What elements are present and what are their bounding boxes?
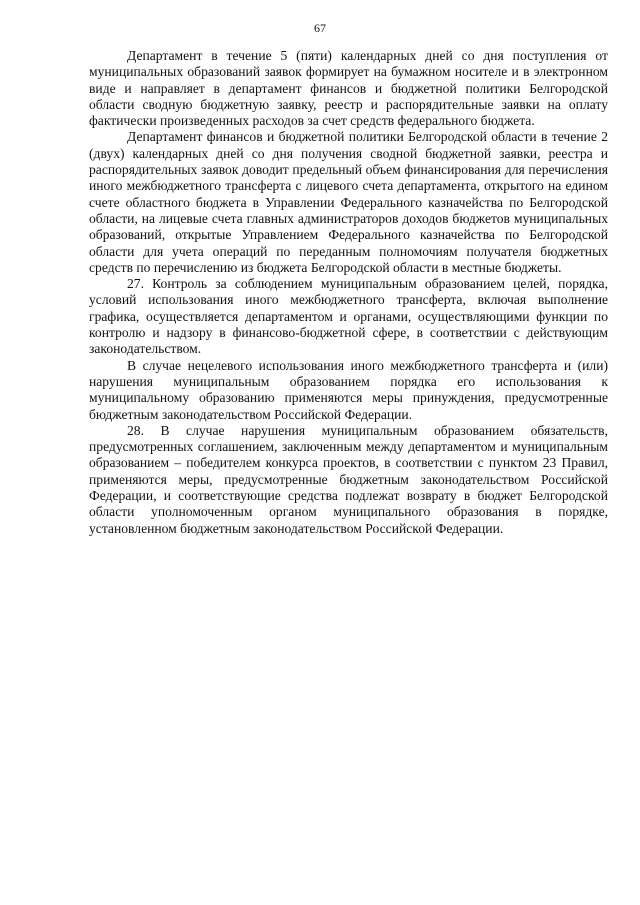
paragraph-finance-department-funding: Департамент финансов и бюджетной политики Белгородской области в течение 2 (двух) календарных дней со дня получения сводной бюджетной заявки, реестра и распорядительных заявок доводит предельный объем финансирования для перечисления иного межбюджетного трансферта с лицевого счета департамента, открытого на едином счете областного бюджета в Управлении Федерального казначейства по Белгородской области, на лицевые счета главных администраторов доходов бюджетов муниципальных образований, открытые Управлением Федерального казначейства по Белгородской области для учета операций по переданным полномочиям получателя бюджетных средств по перечислению из бюджета Белгородской области в местные бюджеты.: [89, 129, 608, 275]
paragraph-department-applications: Департамент в течение 5 (пяти) календарных дней со дня поступления от муниципальных образований заявок формирует на бумажном носителе и в электронном виде и направляет в департамент финансов и бюджетной политики Белгородской области сводную бюджетную заявку, реестр и распорядительные заявки на оплату фактически произведенных расходов за счет средств федерального бюджета.: [89, 48, 608, 129]
paragraph-item-27-control: 27. Контроль за соблюдением муниципальным образованием целей, порядка, условий использования иного межбюджетного трансферта, включая выполнение графика, осуществляется департаментом и органами, осуществляющими функции по контролю и надзору в финансово-бюджетной сфере, в соответствии с действующим законодательством.: [89, 276, 608, 357]
paragraph-item-28-violation: 28. В случае нарушения муниципальным образованием обязательств, предусмотренных соглашением, заключенным между департаментом и муниципальным образованием – победителем конкурса проектов, в соответствии с пунктом 23 Правил, применяются меры, предусмотренные бюджетным законодательством Российской Федерации, и соответствующие средства подлежат возврату в бюджет Белгородской области уполномоченным органом муниципального образования в порядке, установленном бюджетным законодательством Российской Федерации.: [89, 422, 608, 536]
page-number: 67: [314, 21, 326, 35]
paragraph-misuse-measures: В случае нецелевого использования иного межбюджетного трансферта и (или) нарушения муниципальным образованием порядка его использования к муниципальному образованию применяются меры принуждения, предусмотренные бюджетным законодательством Российской Федерации.: [89, 357, 608, 422]
document-body: [89, 48, 608, 537]
